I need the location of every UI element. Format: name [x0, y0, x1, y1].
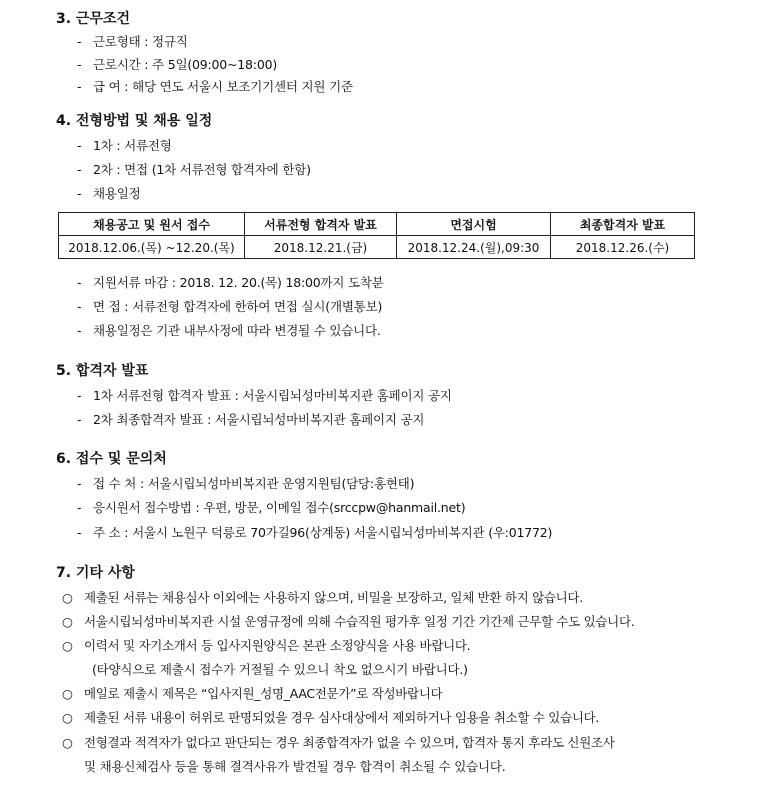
- s3-item-employment-type: - 근로형태 : 정규직: [77, 34, 188, 49]
- s3-item-work-hours: - 근로시간 : 주 5일(09:00~18:00): [77, 57, 278, 72]
- s5-item-final-announce: - 2차 최종합격자 발표 : 서울시립뇌성마비복지관 홈페이지 공지: [77, 412, 425, 427]
- s5-item-first-announce: - 1차 서류전형 합격자 발표 : 서울시립뇌성마비복지관 홈페이지 공지: [77, 388, 452, 403]
- schedule-date-cell: 2018.12.26.(수): [551, 236, 695, 259]
- s4-item-first-round: - 1차 : 서류전형: [77, 138, 172, 153]
- section-5-title: 5. 합격자 발표: [56, 363, 149, 379]
- s3-item-salary: - 급 여 : 해당 연도 서울시 보조기기센터 지원 기준: [77, 79, 353, 94]
- section-6-title: 6. 접수 및 문의처: [56, 451, 167, 467]
- s6-item-method: - 응시원서 접수방법 : 우편, 방문, 이메일 접수(srccpw@hanmail.net): [77, 500, 466, 515]
- s4-item-schedule: - 채용일정: [77, 186, 141, 201]
- s7-item-forms: ○ 이력서 및 자기소개서 등 입사지원양식은 본관 소정양식을 사용 바랍니다.: [62, 638, 471, 653]
- s7-item-documents: ○ 제출된 서류는 채용심사 이외에는 사용하지 않으며, 비밀을 보장하고, 일체 반환 하지 않습니다.: [62, 590, 583, 605]
- s4-note-deadline: - 지원서류 마감 : 2018. 12. 20.(목) 18:00까지 도착분: [77, 275, 384, 290]
- section-3-title: 3. 근무조건: [56, 11, 131, 27]
- schedule-header-cell: 서류전형 합격자 발표: [245, 213, 397, 236]
- schedule-table: [58, 212, 695, 259]
- s4-note-schedule-change: - 채용일정은 기관 내부사정에 따라 변경될 수 있습니다.: [77, 323, 381, 338]
- schedule-header-row: [59, 213, 695, 236]
- s4-item-second-round: - 2차 : 면접 (1차 서류전형 합격자에 한함): [77, 162, 311, 177]
- s4-note-interview: - 면 접 : 서류전형 합격자에 한하여 면접 실시(개별통보): [77, 299, 383, 314]
- schedule-header-cell: 채용공고 및 원서 접수: [59, 213, 245, 236]
- s7-item-forms-note: (타양식으로 제출시 접수가 거절될 수 있으니 착오 없으시기 바랍니다.): [92, 662, 468, 677]
- section-7-title: 7. 기타 사항: [56, 565, 135, 581]
- schedule-date-cell: 2018.12.24.(월),09:30: [397, 236, 551, 259]
- schedule-header-cell: 면접시험: [397, 213, 551, 236]
- s7-item-false-info: ○ 제출된 서류 내용이 허위로 판명되었을 경우 심사대상에서 제외하거나 임용을 취소할 수 있습니다.: [62, 710, 600, 725]
- schedule-date-cell: 2018.12.06.(목) ~12.20.(목): [59, 236, 245, 259]
- s7-item-no-candidate: ○ 전형결과 적격자가 없다고 판단되는 경우 최종합격자가 없을 수 있으며, 합격자 통지 후라도 신원조사: [62, 735, 615, 750]
- schedule-date-cell: 2018.12.21.(금): [245, 236, 397, 259]
- s7-item-no-candidate-cont: 및 채용신체검사 등을 통해 결격사유가 발견될 경우 합격이 취소될 수 있습니다.: [84, 759, 506, 774]
- schedule-header-cell: 최종합격자 발표: [551, 213, 695, 236]
- s7-item-probation: ○ 서울시립뇌성마비복지관 시설 운영규정에 의해 수습직원 평가후 일정 기간 기간제 근무할 수도 있습니다.: [62, 614, 635, 629]
- schedule-date-row: [59, 236, 695, 259]
- s6-item-office: - 접 수 처 : 서울시립뇌성마비복지관 운영지원팀(담당:홍현태): [77, 476, 415, 491]
- section-4-title: 4. 전형방법 및 채용 일정: [56, 113, 213, 129]
- s6-item-address: - 주 소 : 서울시 노원구 덕릉로 70가길96(상계동) 서울시립뇌성마비복지관 (우:01772): [77, 525, 553, 540]
- s7-item-email-subject: ○ 메일로 제출시 제목은 “입사지원_성명_AAC전문가”로 작성바랍니다: [62, 686, 443, 701]
